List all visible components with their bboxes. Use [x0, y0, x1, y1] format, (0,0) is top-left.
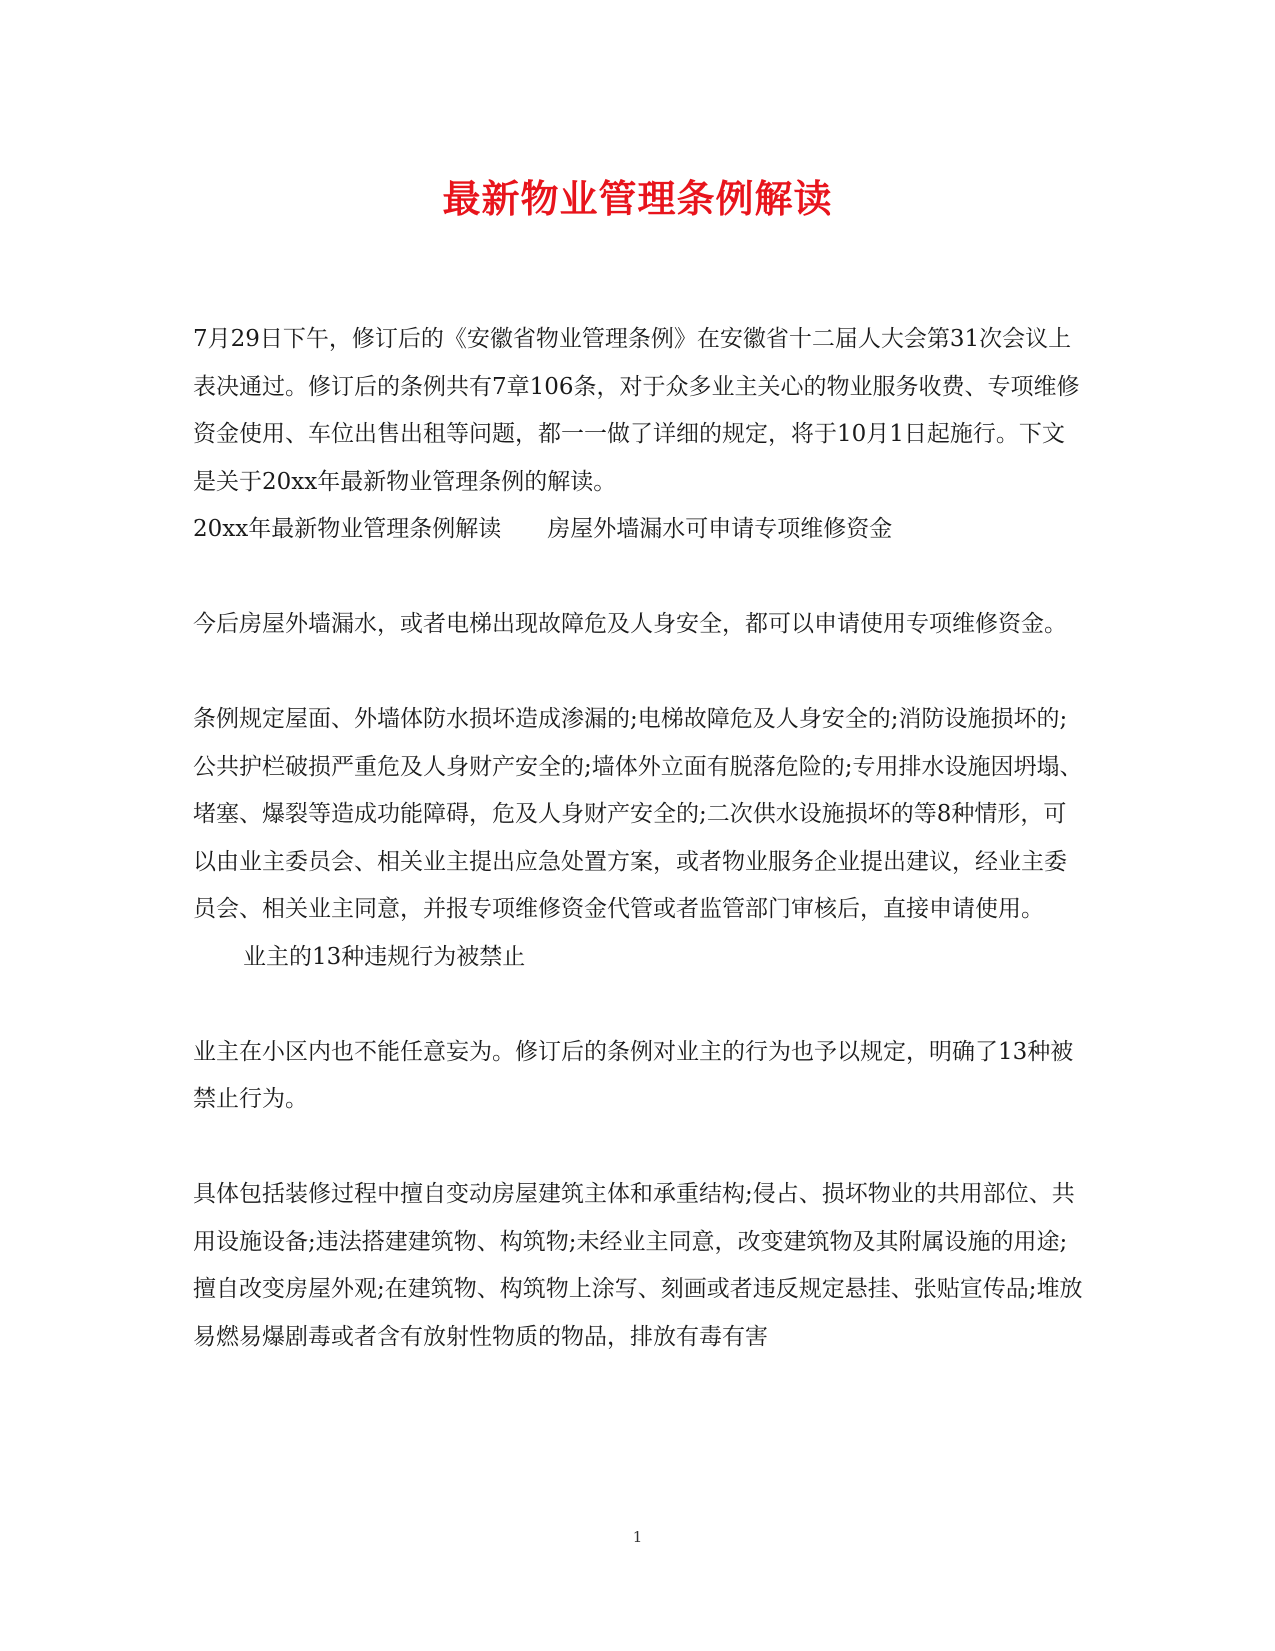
paragraph-gap: [193, 981, 1083, 1029]
paragraph-gap: [193, 554, 1083, 602]
paragraph-prohibited-list: 具体包括装修过程中擅自变动房屋建筑主体和承重结构;侵占、损坏物业的共用部位、共用设施设备;违法搭建建筑物、构筑物;未经业主同意，改变建筑物及其附属设施的用途;擅自改变房屋外观;在建筑物、构筑物上涂写、刻画或者违反规定悬挂、张贴宣传品;堆放易燃易爆剧毒或者含有放射性物质的物品，排放有毒有害: [193, 1181, 1083, 1350]
paragraph-gap: [193, 649, 1083, 697]
document-body: [193, 316, 1083, 1361]
paragraph-maintenance-fund: 今后房屋外墙漏水，或者电梯出现故障危及人身安全，都可以申请使用专项维修资金。: [193, 611, 1067, 637]
paragraph-eight-situations: 条例规定屋面、外墙体防水损坏造成渗漏的;电梯故障危及人身安全的;消防设施损坏的;公共护栏破损严重危及人身财产安全的;墙体外立面有脱落危险的;专用排水设施因坍塌、堵塞、爆裂等造成功能障碍，危及人身财产安全的;二次供水设施损坏的等8种情形，可以由业主委员会、相关业主提出应急处置方案，或者物业服务企业提出建议，经业主委员会、相关业主同意，并报专项维修资金代管或者监管部门审核后，直接申请使用。: [193, 706, 1083, 922]
subheading-prohibited-behaviors: 业主的13种违规行为被禁止: [243, 943, 526, 970]
document-title: 最新物业管理条例解读: [442, 176, 833, 221]
paragraph-owner-conduct: 业主在小区内也不能任意妄为。修订后的条例对业主的行为也予以规定，明确了13种被禁止行为。: [193, 1038, 1074, 1112]
paragraph-intro: 7月29日下午，修订后的《安徽省物业管理条例》在安徽省十二届人大会第31次会议上表决通过。修订后的条例共有7章106条，对于众多业主关心的物业服务收费、专项维修资金使用、车位出售出租等问题，都一一做了详细的规定，将于10月1日起施行。下文是关于20xx年最新物业管理条例的解读。: [193, 326, 1080, 495]
paragraph-gap: [193, 1124, 1083, 1172]
page-number: 1: [632, 1528, 643, 1546]
section-heading-line: 20xx年最新物业管理条例解读 房屋外墙漏水可申请专项维修资金: [193, 516, 893, 542]
